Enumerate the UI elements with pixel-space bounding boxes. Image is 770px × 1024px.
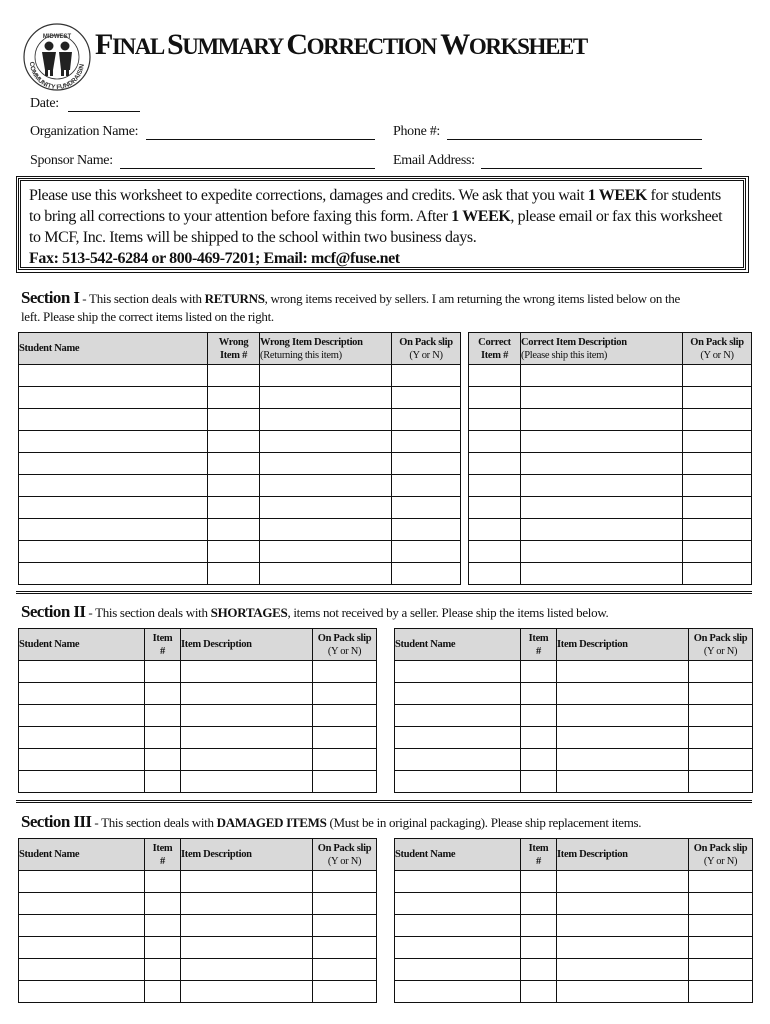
table-cell[interactable] [19, 705, 145, 727]
table-cell[interactable] [521, 475, 683, 497]
col-wrong-item: Wrong Item # [208, 333, 260, 365]
table-row [469, 519, 752, 541]
table-cell[interactable] [392, 431, 461, 453]
table-cell[interactable] [19, 475, 208, 497]
shortages-table-right [394, 628, 753, 793]
table-row [395, 893, 753, 915]
table-cell[interactable] [19, 915, 145, 937]
table-cell[interactable] [689, 661, 753, 683]
table-cell[interactable] [145, 937, 181, 959]
table-row [395, 871, 753, 893]
col-correct-description: Correct Item Description (Please ship this item) [521, 333, 683, 365]
table-row [19, 871, 377, 893]
table-cell[interactable] [689, 981, 753, 1003]
table-row [19, 453, 461, 475]
col-student-name: Student Name [19, 629, 145, 661]
table-cell[interactable] [557, 661, 689, 683]
contact-info: Fax: 513-542-6284 or 800-469-7201; Email: mcf@fuse.net [29, 250, 400, 267]
table-cell[interactable] [313, 683, 377, 705]
table-cell[interactable] [469, 541, 521, 563]
table-cell[interactable] [208, 519, 260, 541]
table-cell[interactable] [683, 453, 752, 475]
table-row [395, 727, 753, 749]
table-cell[interactable] [521, 871, 557, 893]
table-cell[interactable] [395, 771, 521, 793]
table-cell[interactable] [521, 893, 557, 915]
page-title: FINAL SUMMARY CORRECTION WORKSHEET [95, 28, 587, 61]
table-cell[interactable] [19, 519, 208, 541]
table-cell[interactable] [260, 365, 392, 387]
table-cell[interactable] [181, 771, 313, 793]
table-row [19, 365, 461, 387]
table-cell[interactable] [683, 497, 752, 519]
table-row [469, 431, 752, 453]
table-row [19, 727, 377, 749]
table-cell[interactable] [145, 771, 181, 793]
table-cell[interactable] [181, 893, 313, 915]
table-cell[interactable] [313, 661, 377, 683]
table-cell[interactable] [395, 915, 521, 937]
logo-top-text: MIDWEST [42, 34, 72, 40]
table-row [469, 453, 752, 475]
table-cell[interactable] [208, 541, 260, 563]
table-cell[interactable] [260, 519, 392, 541]
table-cell[interactable] [395, 893, 521, 915]
table-cell[interactable] [313, 727, 377, 749]
table-cell[interactable] [521, 937, 557, 959]
table-cell[interactable] [392, 519, 461, 541]
table-cell[interactable] [145, 893, 181, 915]
table-cell[interactable] [557, 981, 689, 1003]
table-cell[interactable] [469, 497, 521, 519]
table-cell[interactable] [19, 749, 145, 771]
table-row [19, 683, 377, 705]
table-cell[interactable] [181, 683, 313, 705]
logo-ring-text: COMMUNITY FUNDRAISIN [27, 61, 86, 92]
table-row [19, 749, 377, 771]
table-cell[interactable] [208, 365, 260, 387]
table-row [19, 981, 377, 1003]
table-cell[interactable] [521, 387, 683, 409]
date-field[interactable] [68, 111, 140, 112]
table-cell[interactable] [521, 705, 557, 727]
table-row [469, 475, 752, 497]
table-cell[interactable] [557, 893, 689, 915]
damaged-table-right [394, 838, 753, 1003]
sponsor-field[interactable] [120, 168, 375, 169]
table-cell[interactable] [145, 727, 181, 749]
table-row [19, 563, 461, 585]
table-cell[interactable] [260, 475, 392, 497]
table-cell[interactable] [521, 915, 557, 937]
table-cell[interactable] [521, 519, 683, 541]
col-wrong-description: Wrong Item Description (Returning this item) [260, 333, 392, 365]
table-row [469, 387, 752, 409]
table-cell[interactable] [181, 705, 313, 727]
table-cell[interactable] [395, 871, 521, 893]
instructions-box: Please use this worksheet to expedite corrections, damages and credits. We ask that you wait 1 WEEK for students to bring all corrections to your attention before faxing this form. After 1 WEEK, please email or fax this worksheet to MCF, Inc. Items will be shipped to the school within two business days. Fax: 513-542-6284 or 800-469-7201; Email: mcf@fuse.net [18, 178, 746, 270]
table-cell[interactable] [689, 959, 753, 981]
table-row [395, 661, 753, 683]
table-cell[interactable] [521, 453, 683, 475]
col-student-name: Student Name [395, 629, 521, 661]
table-cell[interactable] [19, 771, 145, 793]
col-on-pack-slip: On Pack slip (Y or N) [392, 333, 461, 365]
col-item-description: Item Description [181, 629, 313, 661]
section-2-heading: Section II - This section deals with SHORTAGES, items not received by a seller. Please ship the items listed below. [21, 602, 609, 621]
table-cell[interactable] [313, 771, 377, 793]
table-cell[interactable] [392, 563, 461, 585]
organization-label: Organization Name: [30, 124, 139, 139]
table-row [19, 541, 461, 563]
table-row [19, 519, 461, 541]
table-cell[interactable] [260, 387, 392, 409]
table-cell[interactable] [181, 981, 313, 1003]
table-cell[interactable] [260, 453, 392, 475]
table-row [395, 683, 753, 705]
table-cell[interactable] [395, 981, 521, 1003]
table-cell[interactable] [392, 387, 461, 409]
col-on-pack-slip: On Pack slip (Y or N) [313, 629, 377, 661]
col-item-number: Item # [145, 839, 181, 871]
table-cell[interactable] [521, 541, 683, 563]
table-cell[interactable] [181, 661, 313, 683]
table-cell[interactable] [208, 475, 260, 497]
table-row [19, 497, 461, 519]
table-cell[interactable] [392, 409, 461, 431]
table-cell[interactable] [521, 431, 683, 453]
table-cell[interactable] [19, 409, 208, 431]
table-cell[interactable] [395, 727, 521, 749]
table-cell[interactable] [145, 749, 181, 771]
organization-field[interactable] [146, 139, 375, 140]
table-cell[interactable] [313, 937, 377, 959]
table-cell[interactable] [313, 893, 377, 915]
table-cell[interactable] [208, 453, 260, 475]
damaged-table-left [18, 838, 377, 1003]
table-cell[interactable] [557, 937, 689, 959]
table-cell[interactable] [689, 683, 753, 705]
section-3-heading: Section III - This section deals with DAMAGED ITEMS (Must be in original packaging). Please ship replacement items. [21, 812, 642, 831]
table-row [469, 497, 752, 519]
section-1-heading: Section I - This section deals with RETURNS, wrong items received by sellers. I am returning the wrong items listed below on the left. Please ship the correct items listed on the right. [21, 288, 680, 324]
date-label: Date: [30, 96, 59, 111]
table-cell[interactable] [395, 705, 521, 727]
table-cell[interactable] [521, 981, 557, 1003]
table-row [19, 387, 461, 409]
correct-items-table [468, 332, 752, 585]
table-cell[interactable] [689, 893, 753, 915]
col-on-pack-slip: On Pack slip (Y or N) [683, 333, 752, 365]
col-item-description: Item Description [557, 839, 689, 871]
table-row [19, 771, 377, 793]
table-cell[interactable] [557, 705, 689, 727]
table-row [395, 749, 753, 771]
table-cell[interactable] [521, 563, 683, 585]
table-cell[interactable] [208, 497, 260, 519]
table-cell[interactable] [145, 981, 181, 1003]
table-cell[interactable] [208, 431, 260, 453]
returns-table [18, 332, 461, 585]
table-cell[interactable] [469, 519, 521, 541]
table-cell[interactable] [557, 749, 689, 771]
table-cell[interactable] [208, 563, 260, 585]
table-cell[interactable] [395, 937, 521, 959]
table-cell[interactable] [557, 771, 689, 793]
table-cell[interactable] [19, 981, 145, 1003]
table-cell[interactable] [683, 563, 752, 585]
col-item-description: Item Description [557, 629, 689, 661]
sponsor-label: Sponsor Name: [30, 153, 113, 168]
table-cell[interactable] [19, 727, 145, 749]
table-cell[interactable] [392, 453, 461, 475]
table-row [395, 915, 753, 937]
table-row [19, 431, 461, 453]
table-cell[interactable] [145, 705, 181, 727]
table-row [469, 563, 752, 585]
table-cell[interactable] [145, 871, 181, 893]
table-cell[interactable] [557, 915, 689, 937]
table-row [395, 771, 753, 793]
table-cell[interactable] [181, 871, 313, 893]
table-cell[interactable] [469, 563, 521, 585]
table-cell[interactable] [521, 409, 683, 431]
table-cell[interactable] [19, 453, 208, 475]
table-cell[interactable] [19, 871, 145, 893]
table-cell[interactable] [19, 563, 208, 585]
table-cell[interactable] [392, 497, 461, 519]
table-cell[interactable] [181, 749, 313, 771]
table-cell[interactable] [557, 683, 689, 705]
shortages-table-left [18, 628, 377, 793]
table-row [19, 661, 377, 683]
table-cell[interactable] [145, 683, 181, 705]
table-cell[interactable] [19, 937, 145, 959]
table-cell[interactable] [469, 453, 521, 475]
table-cell[interactable] [683, 541, 752, 563]
col-correct-item: Correct Item # [469, 333, 521, 365]
phone-field[interactable] [447, 139, 702, 140]
col-item-number: Item # [145, 629, 181, 661]
table-row [19, 915, 377, 937]
table-cell[interactable] [392, 365, 461, 387]
table-cell[interactable] [313, 749, 377, 771]
table-cell[interactable] [469, 431, 521, 453]
table-cell[interactable] [689, 915, 753, 937]
table-cell[interactable] [521, 661, 557, 683]
table-row [469, 365, 752, 387]
table-cell[interactable] [392, 541, 461, 563]
section-divider [16, 591, 752, 594]
email-field[interactable] [481, 168, 702, 169]
table-cell[interactable] [395, 683, 521, 705]
table-cell[interactable] [521, 727, 557, 749]
table-cell[interactable] [313, 981, 377, 1003]
table-cell[interactable] [557, 727, 689, 749]
table-row [469, 409, 752, 431]
table-row [19, 893, 377, 915]
table-row [395, 937, 753, 959]
table-cell[interactable] [521, 771, 557, 793]
table-cell[interactable] [557, 959, 689, 981]
table-cell[interactable] [689, 771, 753, 793]
table-row [395, 981, 753, 1003]
section-divider [16, 800, 752, 803]
table-cell[interactable] [19, 893, 145, 915]
table-cell[interactable] [683, 519, 752, 541]
table-cell[interactable] [313, 871, 377, 893]
col-item-number: Item # [521, 839, 557, 871]
table-cell[interactable] [395, 959, 521, 981]
table-cell[interactable] [689, 727, 753, 749]
col-on-pack-slip: On Pack slip (Y or N) [313, 839, 377, 871]
email-label: Email Address: [393, 153, 475, 168]
table-cell[interactable] [19, 365, 208, 387]
table-cell[interactable] [313, 705, 377, 727]
table-cell[interactable] [469, 409, 521, 431]
table-cell[interactable] [521, 959, 557, 981]
table-cell[interactable] [260, 563, 392, 585]
table-cell[interactable] [689, 749, 753, 771]
table-cell[interactable] [689, 705, 753, 727]
table-cell[interactable] [19, 431, 208, 453]
table-cell[interactable] [181, 959, 313, 981]
table-cell[interactable] [145, 915, 181, 937]
table-cell[interactable] [683, 387, 752, 409]
table-row [395, 705, 753, 727]
table-row [19, 409, 461, 431]
table-cell[interactable] [395, 749, 521, 771]
table-row [19, 959, 377, 981]
table-cell[interactable] [313, 959, 377, 981]
table-cell[interactable] [260, 409, 392, 431]
table-cell[interactable] [683, 431, 752, 453]
table-row [19, 705, 377, 727]
table-cell[interactable] [19, 661, 145, 683]
table-cell[interactable] [260, 497, 392, 519]
table-cell[interactable] [689, 871, 753, 893]
table-cell[interactable] [683, 475, 752, 497]
table-cell[interactable] [683, 365, 752, 387]
table-cell[interactable] [521, 365, 683, 387]
table-cell[interactable] [557, 871, 689, 893]
table-cell[interactable] [260, 541, 392, 563]
table-cell[interactable] [521, 497, 683, 519]
table-cell[interactable] [395, 661, 521, 683]
table-row [19, 475, 461, 497]
table-cell[interactable] [19, 683, 145, 705]
table-cell[interactable] [181, 937, 313, 959]
table-cell[interactable] [521, 683, 557, 705]
table-cell[interactable] [392, 475, 461, 497]
col-student-name: Student Name [19, 839, 145, 871]
col-on-pack-slip: On Pack slip (Y or N) [689, 629, 753, 661]
table-row [469, 541, 752, 563]
col-student-name: Student Name [19, 333, 208, 365]
company-logo [22, 22, 92, 92]
table-cell[interactable] [208, 387, 260, 409]
table-cell[interactable] [260, 431, 392, 453]
table-cell[interactable] [683, 409, 752, 431]
table-cell[interactable] [689, 937, 753, 959]
table-row [19, 937, 377, 959]
table-cell[interactable] [19, 959, 145, 981]
phone-label: Phone #: [393, 124, 440, 139]
table-cell[interactable] [145, 661, 181, 683]
table-cell[interactable] [19, 541, 208, 563]
table-cell[interactable] [313, 915, 377, 937]
col-item-number: Item # [521, 629, 557, 661]
table-cell[interactable] [469, 475, 521, 497]
table-cell[interactable] [19, 387, 208, 409]
table-cell[interactable] [19, 497, 208, 519]
table-cell[interactable] [208, 409, 260, 431]
table-cell[interactable] [145, 959, 181, 981]
children-logo-icon [22, 22, 92, 92]
col-student-name: Student Name [395, 839, 521, 871]
table-cell[interactable] [521, 749, 557, 771]
table-row [395, 959, 753, 981]
col-item-description: Item Description [181, 839, 313, 871]
table-cell[interactable] [469, 387, 521, 409]
table-cell[interactable] [469, 365, 521, 387]
table-cell[interactable] [181, 915, 313, 937]
col-on-pack-slip: On Pack slip (Y or N) [689, 839, 753, 871]
table-cell[interactable] [181, 727, 313, 749]
